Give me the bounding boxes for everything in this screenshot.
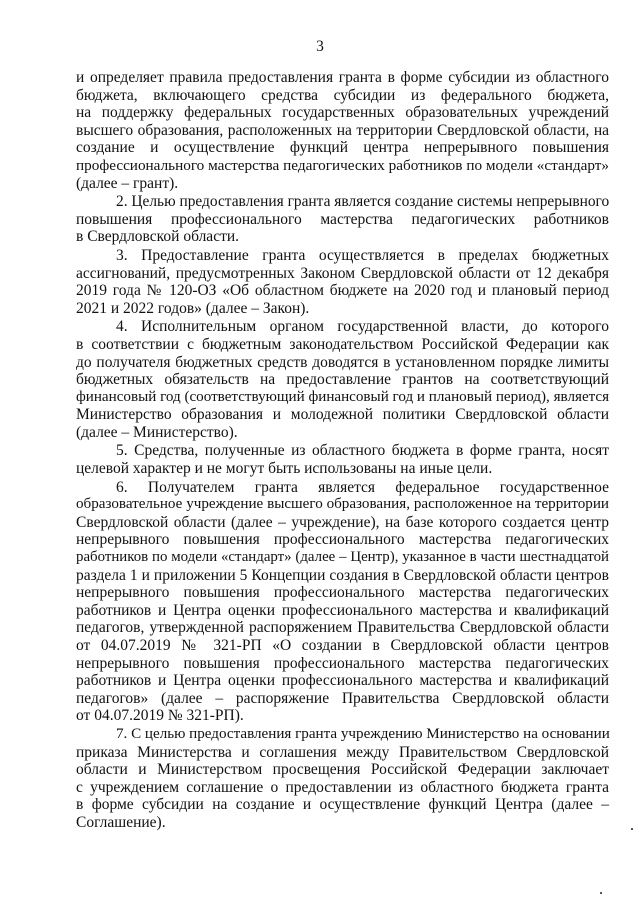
scan-speck bbox=[600, 892, 602, 894]
text-line: работников и Центра оценки профессионального мастерства и квалификаций bbox=[76, 672, 609, 690]
text-line: 7. С целью предоставления гранта учреждению Министерство на основании bbox=[116, 725, 610, 742]
text-line: финансовый год (соответствующий финансовый год и плановый период), является bbox=[76, 388, 610, 405]
paragraph-5 bbox=[76, 442, 609, 477]
text-line: в форме субсидии на создание и осуществление функций Центра (далее – bbox=[76, 796, 609, 814]
text-line: (далее – Министерство). bbox=[76, 423, 238, 441]
text-line: работников и Центра оценки профессионального мастерства и квалификаций bbox=[76, 601, 609, 619]
paragraph-4 bbox=[76, 318, 609, 441]
text-line: Соглашение). bbox=[76, 813, 166, 831]
text-line: в Свердловской области. bbox=[76, 228, 240, 246]
text-line: создание и осуществление функций центра непрерывного повышения bbox=[76, 139, 609, 157]
text-line: 6. Получателем гранта является федеральное государственное bbox=[116, 478, 609, 496]
text-line: 2. Целью предоставления гранта является создание системы непрерывного bbox=[116, 193, 610, 211]
text-line: от 04.07.2019 № 321-РП «О создании в Свердловской области центров bbox=[76, 637, 609, 654]
text-line: 2019 года № 120-ОЗ «Об областном бюджете на 2020 год и плановый период bbox=[76, 282, 609, 300]
text-line: высшего образования, расположенных на территории Свердловской области, на bbox=[76, 121, 609, 139]
text-line: 2021 и 2022 годов» (далее – Закон). bbox=[76, 299, 310, 317]
text-line: от 04.07.2019 № 321-РП). bbox=[76, 707, 244, 725]
text-line: педагогов, утвержденной распоряжением Правительства Свердловской области bbox=[76, 619, 609, 637]
paragraph-1 bbox=[76, 69, 609, 192]
text-line: образовательное учреждение высшего образования, расположенное на территории bbox=[76, 496, 609, 513]
text-line: до получателя бюджетных средств доводятся в установленном порядке лимиты bbox=[76, 353, 609, 371]
text-line: бюджетных обязательств на предоставление грантов на соответствующий bbox=[76, 371, 609, 389]
text-line: в соответствии с бюджетным законодательством Российской Федерации как bbox=[76, 335, 609, 353]
paragraph-2 bbox=[76, 193, 609, 246]
text-line: 5. Средства, полученные из областного бюджета в форме гранта, носят bbox=[116, 442, 609, 460]
paragraph-3 bbox=[76, 247, 609, 317]
text-line: области и Министерством просвещения Российской Федерации заключает bbox=[76, 761, 609, 779]
text-line: 3. Предоставление гранта осуществляется в пределах бюджетных bbox=[116, 246, 609, 264]
page-number: 3 bbox=[316, 38, 324, 55]
text-line: 4. Исполнительным органом государственной власти, до которого bbox=[116, 318, 609, 336]
text-line: и определяет правила предоставления гранта в форме субсидии из областного bbox=[76, 69, 609, 86]
paragraph-6 bbox=[76, 479, 609, 725]
text-line: (далее – грант). bbox=[76, 174, 179, 192]
text-line: профессионального мастерства педагогических работников по модели «стандарт» bbox=[76, 156, 609, 174]
text-line: ассигнований, предусмотренных Законом Свердловской области от 12 декабря bbox=[76, 264, 609, 282]
document-body bbox=[76, 69, 609, 833]
text-line: Министерство образования и молодежной политики Свердловской области bbox=[76, 406, 609, 424]
text-line: повышения профессионального мастерства педагогических работников bbox=[76, 210, 609, 228]
text-line: Свердловской области (далее – учреждение), на базе которого создается центр bbox=[76, 513, 609, 531]
text-line: бюджета, включающего средства субсидии из федерального бюджета, bbox=[76, 86, 609, 104]
text-line: с учреждением соглашение о предоставлении из областного бюджета гранта bbox=[76, 778, 609, 796]
scan-speck bbox=[631, 828, 633, 830]
text-line: непрерывного повышения профессионального мастерства педагогических bbox=[76, 531, 609, 549]
text-line: непрерывного повышения профессионального мастерства педагогических bbox=[76, 654, 609, 672]
paragraph-7 bbox=[76, 726, 609, 832]
text-line: работников по модели «стандарт» (далее – Центр), указанное в части шестнадцатой bbox=[76, 549, 609, 566]
text-line: педагогов» (далее – распоряжение Правительства Свердловской области bbox=[76, 689, 609, 707]
text-line: раздела 1 и приложении 5 Концепции создания в Свердловской области центров bbox=[76, 566, 609, 584]
text-line: непрерывного повышения профессионального мастерства педагогических bbox=[76, 584, 609, 602]
text-line: целевой характер и не могут быть использованы на иные цели. bbox=[76, 460, 493, 478]
text-line: на поддержку федеральных государственных образовательных учреждений bbox=[76, 104, 609, 122]
text-line: приказа Министерства и соглашения между Правительством Свердловской bbox=[76, 743, 609, 761]
